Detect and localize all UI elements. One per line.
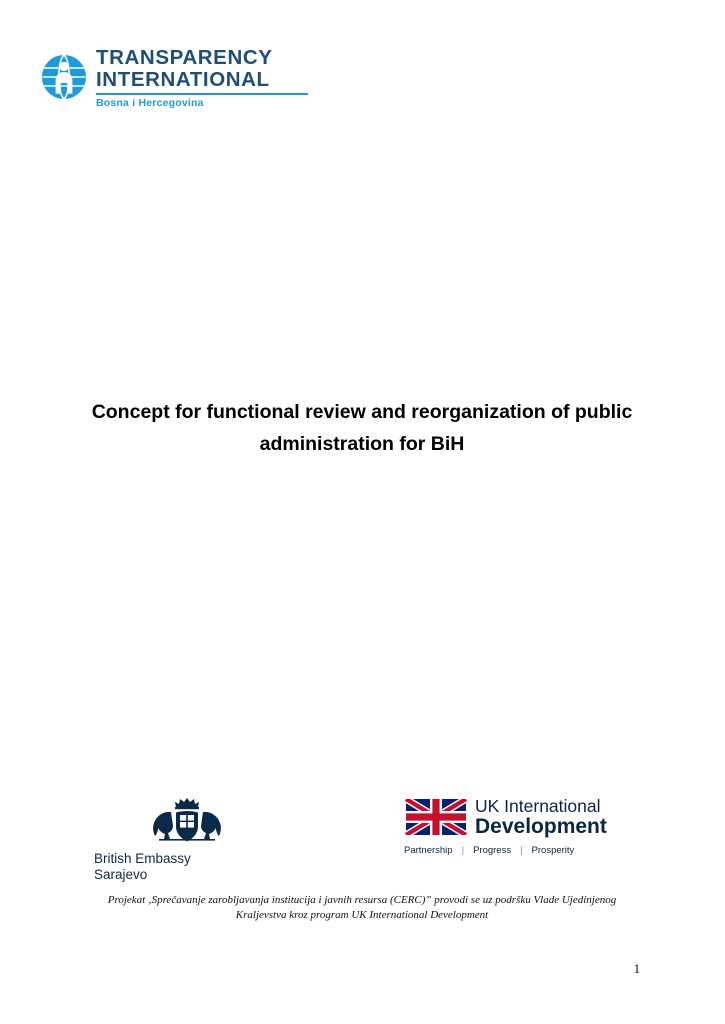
ukid-tagline-separator-1: | — [461, 845, 465, 856]
ukid-tagline-item-1: Partnership — [404, 845, 453, 856]
page-title: Concept for functional review and reorganization of public administration for BiH — [91, 401, 633, 455]
ukid-tagline — [404, 845, 626, 856]
union-jack-flag-icon — [404, 799, 468, 835]
uk-international-development-logo — [404, 797, 626, 856]
ukid-tagline-separator-2: | — [520, 845, 523, 856]
ti-logo-text — [96, 47, 336, 109]
ti-logo-divider — [96, 93, 308, 95]
british-embassy-logo — [92, 795, 282, 883]
ti-globe-icon — [40, 53, 88, 101]
british-embassy-logo-text — [92, 851, 282, 883]
transparency-international-logo — [40, 47, 340, 117]
ukid-line2: Development — [475, 815, 607, 838]
ukid-tagline-item-3: Prosperity — [531, 845, 575, 856]
ti-logo-line2: INTERNATIONAL — [96, 68, 270, 91]
british-embassy-line1: British Embassy — [94, 851, 191, 866]
ukid-tagline-item-2: Progress — [473, 845, 512, 856]
ti-logo-line1: TRANSPARENCY — [96, 46, 273, 69]
royal-coat-of-arms-icon — [127, 795, 247, 847]
ukid-line1: UK International — [475, 796, 601, 816]
funding-disclaimer: Projekat ‚Sprečavanje zarobljavanja institucija i javnih resursa (CERC)” provodi se uz podršku Vlade Ujedinjenog Kraljevstva kroz program UK International Development — [107, 894, 617, 921]
page-number: 1 — [633, 962, 640, 976]
british-embassy-line2: Sarajevo — [94, 867, 148, 882]
ti-logo-subtitle: Bosna i Hercegovina — [96, 97, 204, 109]
